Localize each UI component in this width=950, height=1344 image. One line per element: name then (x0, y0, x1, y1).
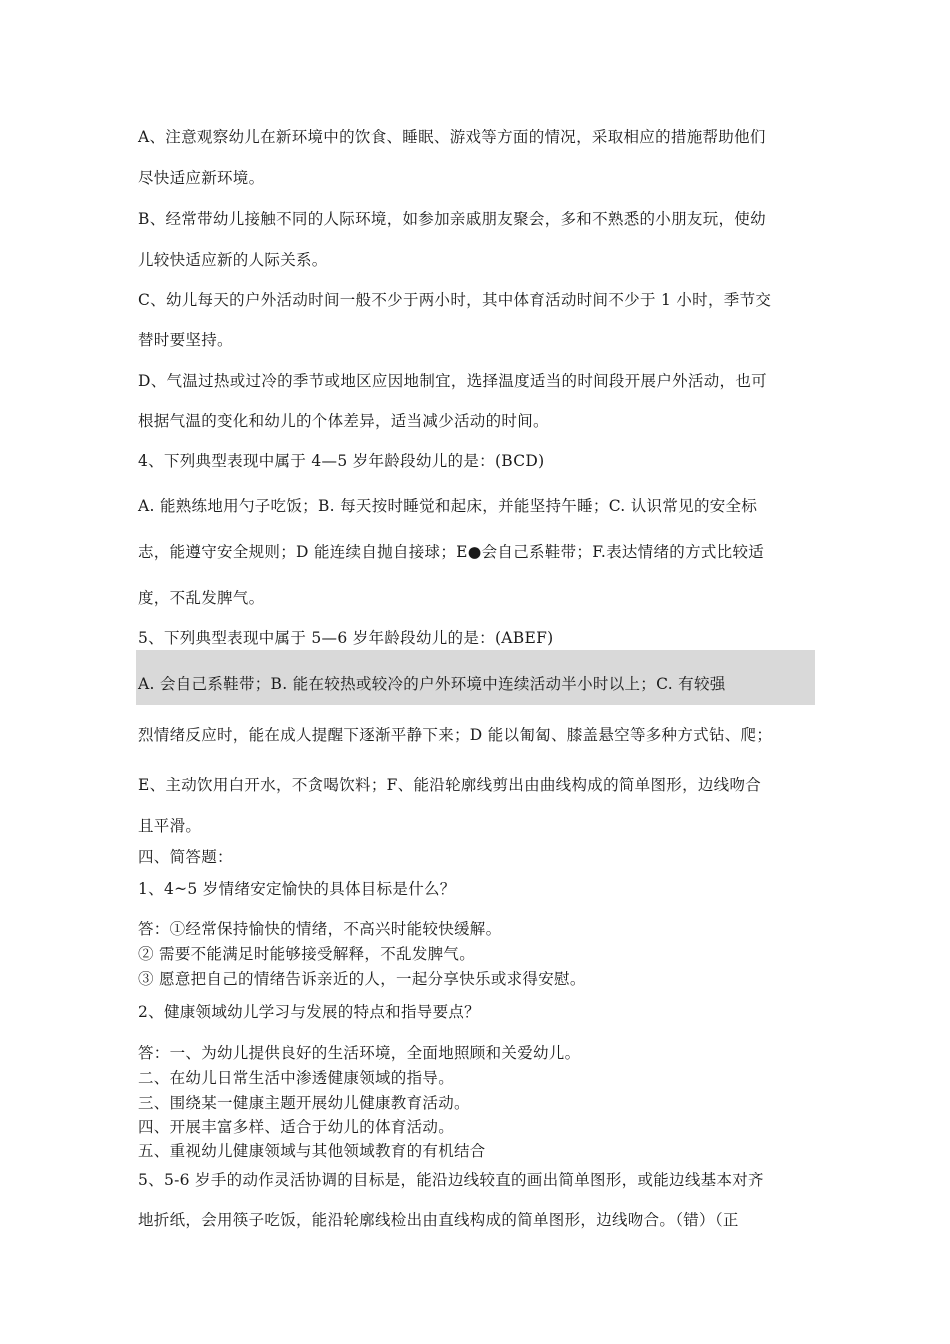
q4-options-line-3: 度，不乱发脾气。 (138, 589, 265, 607)
sq2-answer-line-5: 五、重视幼儿健康领域与其他领域教育的有机结合 (138, 1142, 486, 1160)
sq1-answer-line-3: ③ 愿意把自己的情绪告诉亲近的人，一起分享快乐或求得安慰。 (138, 970, 586, 988)
para-d-line-1: D、气温过热或过冷的季节或地区应因地制宜，选择温度适当的时间段开展户外活动，也可 (138, 372, 767, 390)
sq2-answer-line-2: 二、在幼儿日常生活中渗透健康领域的指导。 (138, 1069, 455, 1087)
sq2-answer-line-3: 三、围绕某一健康主题开展幼儿健康教育活动。 (138, 1094, 470, 1112)
q5-options-line-2: 烈情绪反应时，能在成人提醒下逐渐平静下来；D 能以匍匐、膝盖悬空等多种方式钻、爬； (138, 726, 773, 744)
sq1-answer-line-2: ② 需要不能满足时能够接受解释，不乱发脾气。 (138, 945, 476, 963)
sq5-line-2: 地折纸，会用筷子吃饭，能沿轮廓线检出由直线构成的简单图形，边线吻合。（错）（正 (138, 1211, 739, 1229)
para-a-line-1: A、注意观察幼儿在新环境中的饮食、睡眠、游戏等方面的情况，采取相应的措施帮助他们 (138, 128, 766, 146)
para-c-line-1: C、幼儿每天的户外活动时间一般不少于两小时，其中体育活动时间不少于 1 小时，季节交 (138, 291, 772, 309)
sq2-question: 2、健康领域幼儿学习与发展的特点和指导要点？ (138, 1003, 480, 1021)
para-d-line-2: 根据气温的变化和幼儿的个体差异，适当减少活动的时间。 (138, 412, 549, 430)
q5-options-line-3: E、主动饮用白开水，不贪喝饮料；F、能沿轮廓线剪出由曲线构成的简单图形，边线吻合 (138, 776, 762, 794)
sq1-question: 1、4~5 岁情绪安定愉快的具体目标是什么？ (138, 880, 456, 898)
sq2-answer-line-4: 四、开展丰富多样、适合于幼儿的体育活动。 (138, 1118, 455, 1136)
q5-options-line-1: A. 会自己系鞋带；B. 能在较热或较冷的户外环境中连续活动半小时以上；C. 有较强 (138, 675, 726, 693)
q4-options-line-2: 志，能遵守安全规则；D 能连续自抛自接球；E●会自己系鞋带；F.表达情绪的方式比较适 (138, 543, 765, 561)
q5-question: 5、下列典型表现中属于 5—6 岁年龄段幼儿的是：(ABEF) (138, 629, 554, 647)
sq5-line-1: 5、5-6 岁手的动作灵活协调的目标是，能沿边线较直的画出简单图形，或能边线基本对齐 (138, 1171, 764, 1189)
para-a-line-2: 尽快适应新环境。 (138, 169, 265, 187)
q4-options-line-1: A. 能熟练地用勺子吃饭；B. 每天按时睡觉和起床，并能坚持午睡；C. 认识常见的安全标 (138, 497, 758, 515)
sq1-answer-line-1: 答：①经常保持愉快的情绪，不高兴时能较快缓解。 (138, 920, 502, 938)
sq2-answer-line-1: 答：一、为幼儿提供良好的生活环境，全面地照顾和关爱幼儿。 (138, 1044, 581, 1062)
q4-question: 4、下列典型表现中属于 4—5 岁年龄段幼儿的是：(BCD) (138, 452, 545, 470)
q5-options-line-4: 且平滑。 (138, 817, 202, 835)
para-c-line-2: 替时要坚持。 (138, 331, 233, 349)
para-b-line-1: B、经常带幼儿接触不同的人际环境，如参加亲戚朋友聚会，多和不熟悉的小朋友玩，使幼 (138, 210, 766, 228)
section-heading: 四、简答题： (138, 848, 233, 866)
para-b-line-2: 儿较快适应新的人际关系。 (138, 251, 328, 269)
